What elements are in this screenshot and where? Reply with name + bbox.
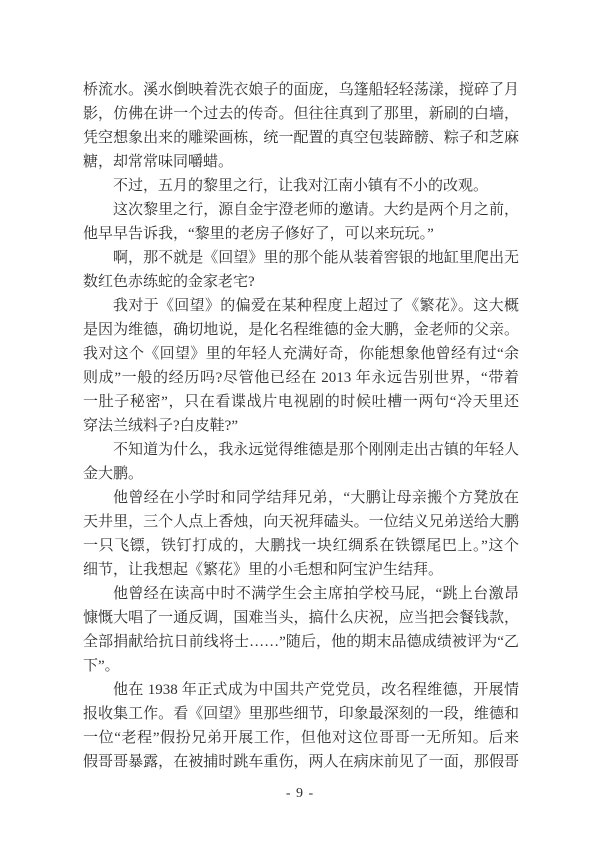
text-line: 影，仿佛在讲一个过去的传奇。但往往真到了那里，新刷的白墙， [83,106,519,122]
text-line: 一位“老程”假扮兄弟开展工作，但他对这位哥哥一无所知。后来 [83,730,519,746]
text-line: 是因为维德，确切地说，是化名程维德的金大鹏，金老师的父亲。 [83,322,519,338]
document-body [83,78,519,774]
text-line: 细节，让我想起《繁花》里的小毛想和阿宝沪生结拜。 [83,562,444,578]
text-line: 他曾经在读高中时不满学生会主席拍学校马屁，“跳上台激昂 [113,586,519,602]
text-line: 糖，却常常味同嚼蜡。 [83,154,234,170]
text-line: 一肚子秘密”，只在看谍战片电视剧的时候吐槽一两句“冷天里还 [83,394,519,410]
text-line: 不过，五月的黎里之行，让我对江南小镇有不小的改观。 [113,178,489,194]
text-line: 穿法兰绒料子?白皮鞋?” [83,418,238,434]
text-line: 凭空想象出来的雕梁画栋，统一配置的真空包装蹄髈、粽子和芝麻 [83,130,519,146]
text-line: 报收集工作。看《回望》里那些细节，印象最深刻的一段，维德和 [83,706,519,722]
text-line: 全部捐献给抗日前线将士……”随后，他的期末品德成绩被评为“乙 [83,634,519,650]
text-line: 则成”一般的经历吗?尽管他已经在 2013 年永远告别世界，“带着 [83,370,519,386]
text-line: 我对于《回望》的偏爱在某种程度上超过了《繁花》。这大概 [113,298,519,314]
text-line: 他曾经在小学时和同学结拜兄弟，“大鹏让母亲搬个方凳放在 [113,490,519,506]
text-line: 下”。 [83,658,120,674]
text-line: 一只飞镖，铁钉打成的，大鹏找一块红绸系在铁镖尾巴上。”这个 [83,538,519,554]
text-line: 天井里，三个人点上香烛，向天祝拜磕头。一位结义兄弟送给大鹏 [83,514,519,530]
page-number: - 9 - [285,786,315,801]
text-line: 金大鹏。 [83,466,144,482]
text-line: 我对这个《回望》里的年轻人充满好奇，你能想象他曾经有过“余 [83,346,519,362]
text-line: 不知道为什么，我永远觉得维德是那个刚刚走出古镇的年轻人 [113,442,519,458]
text-line: 桥流水。溪水倒映着洗衣娘子的面庞，乌篷船轻轻荡漾，搅碎了月 [83,82,519,98]
page-footer [0,784,600,804]
text-line: 他在 1938 年正式成为中国共产党党员，改名程维德，开展情 [113,682,519,698]
text-line: 慷慨大唱了一通反调，国难当头，搞什么庆祝，应当把会餐钱款， [83,610,519,626]
text-line: 数红色赤练蛇的金家老宅? [83,274,255,290]
text-line: 他早早告诉我，“黎里的老房子修好了，可以来玩玩。” [83,226,434,242]
text-line: 啊，那不就是《回望》里的那个能从装着窖银的地缸里爬出无 [113,250,519,266]
text-line: 假哥哥暴露，在被捕时跳车重伤，两人在病床前见了一面，那假哥 [83,754,519,770]
text-line: 这次黎里之行，源自金宇澄老师的邀请。大约是两个月之前， [113,202,519,218]
